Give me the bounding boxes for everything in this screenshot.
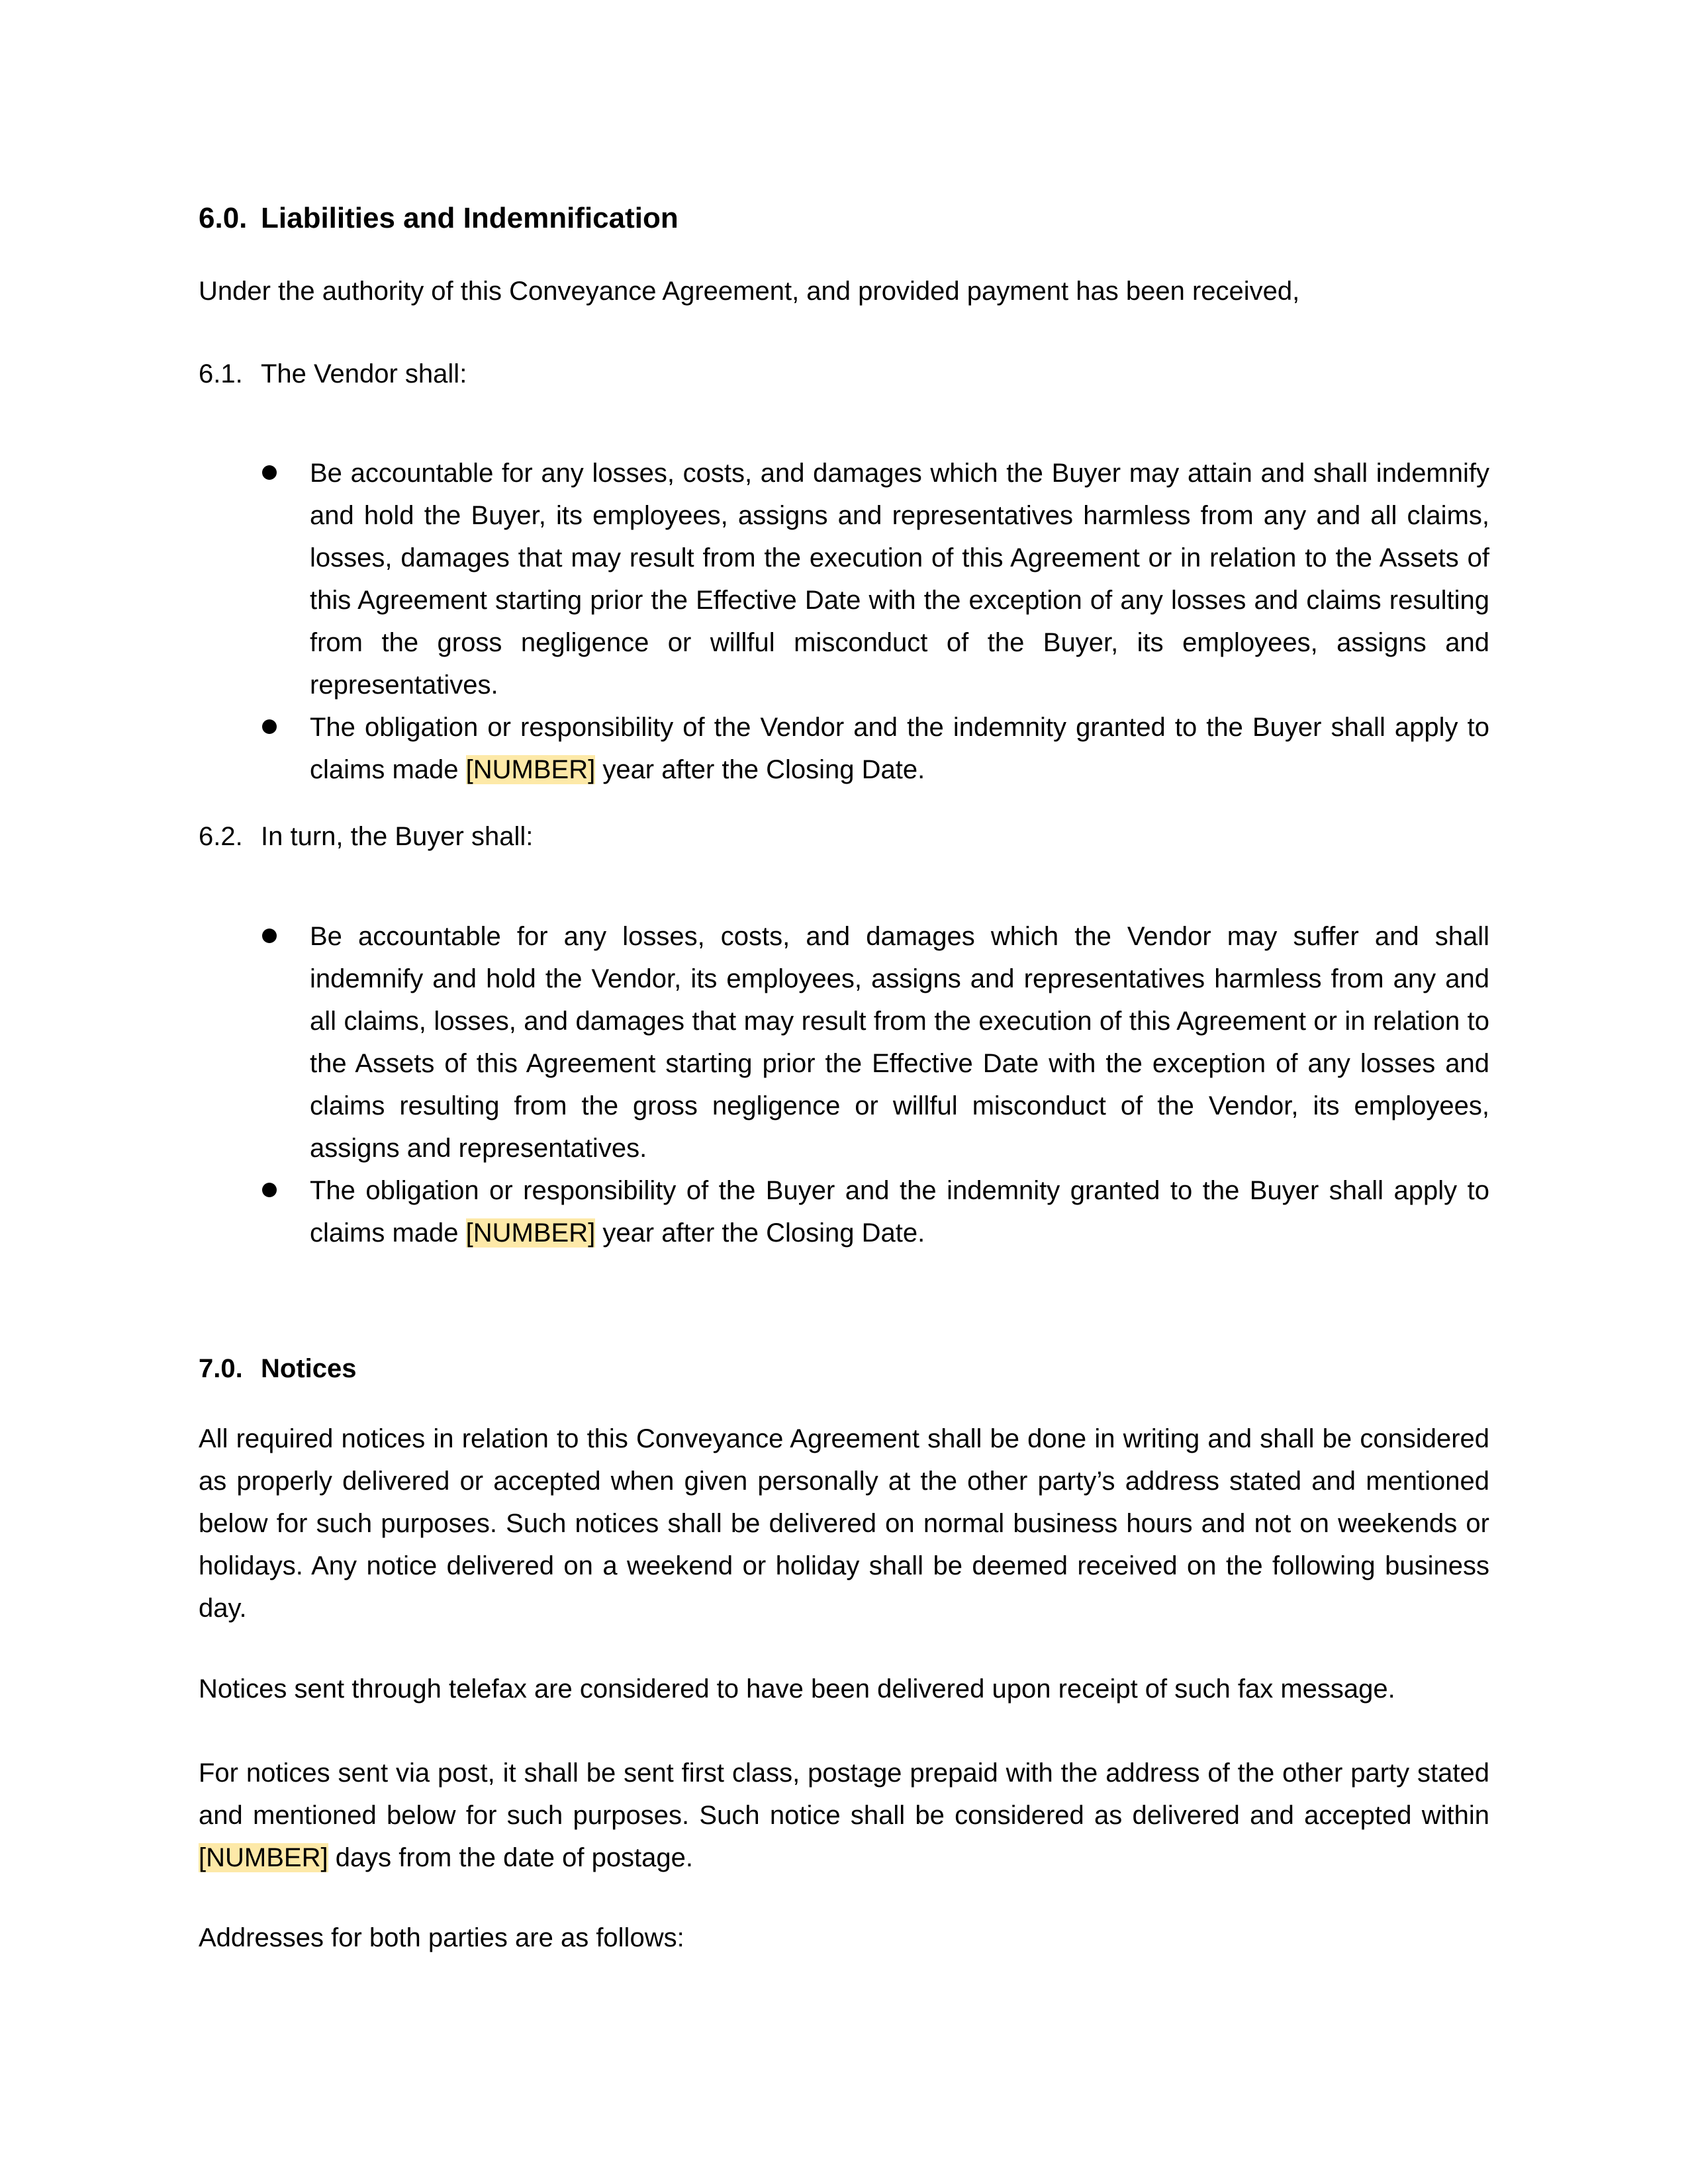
list-item (199, 915, 1489, 1169)
subsection-6-2-label: In turn, the Buyer shall: (261, 822, 534, 851)
vendor-obligations-list (199, 452, 1489, 791)
number-placeholder: [NUMBER] (199, 1843, 328, 1872)
vendor-obligation-1-text: Be accountable for any losses, costs, and damages which the Buyer may attain and shall indemnify and hold the Buyer, its employees, assigns and representatives harmless from any and all claims, losses, damages that may result from the execution of this Agreement or in relation to the Assets of this Agreement starting prior the Effective Date with the exception of any losses and claims resulting from the gross negligence or willful misconduct of the Buyer, its employees, assigns and representatives. (310, 459, 1489, 700)
bullet-icon (262, 929, 277, 943)
subsection-6-1-number: 6.1. (199, 359, 243, 388)
buyer-obligation-2-text-end: year after the Closing Date. (595, 1218, 925, 1248)
number-placeholder: [NUMBER] (465, 1218, 596, 1248)
notices-paragraph-2: Notices sent through telefax are considered to have been delivered upon receipt of such fax message. (199, 1674, 1395, 1704)
document-page (199, 0, 1489, 2184)
buyer-obligation-2-text-start: The obligation or responsibility of the Buyer and the indemnity granted to the Buyer shall apply to claims made (310, 1176, 1489, 1248)
subsection-6-1 (199, 353, 467, 395)
list-item (199, 452, 1489, 706)
vendor-obligation-2-text-start: The obligation or responsibility of the Vendor and the indemnity granted to the Buyer shall apply to claims made (310, 713, 1489, 784)
section-6-intro: Under the authority of this Conveyance Agreement, and provided payment has been received, (199, 277, 1300, 306)
section-7-title: Notices (261, 1354, 357, 1383)
bullet-icon (262, 719, 277, 734)
section-7-heading (199, 1355, 357, 1382)
section-6-heading (199, 204, 679, 233)
subsection-6-2-number: 6.2. (199, 822, 243, 851)
notices-paragraph-3-text-end: days from the date of postage. (328, 1843, 694, 1872)
buyer-obligations-list (199, 915, 1489, 1254)
section-6-title: Liabilities and Indemnification (261, 202, 679, 234)
subsection-6-2 (199, 815, 533, 858)
buyer-obligation-1-text: Be accountable for any losses, costs, and damages which the Vendor may suffer and shall indemnify and hold the Vendor, its employees, assigns and representatives harmless from any and all claims, losses, and damages that may result from the execution of this Agreement or in relation to the Assets of this Agreement starting prior the Effective Date with the exception of any losses and claims resulting from the gross negligence or willful misconduct of the Vendor, its employees, assigns and representatives. (310, 922, 1489, 1163)
bullet-icon (262, 465, 277, 480)
vendor-obligation-2-text-end: year after the Closing Date. (595, 755, 925, 784)
notices-paragraph-1: All required notices in relation to this Conveyance Agreement shall be done in writing and shall be considered as properly delivered or accepted when given personally at the other party’s address stated and mentioned below for such purposes. Such notices shall be delivered on normal business hours and not on weekends or holidays. Any notice delivered on a weekend or holiday shall be deemed received on the following business day. (199, 1424, 1489, 1623)
number-placeholder: [NUMBER] (465, 755, 596, 784)
notices-paragraph-3 (199, 1752, 1489, 1879)
list-item (199, 1169, 1489, 1254)
list-item (199, 706, 1489, 791)
notices-paragraph-3-text-start: For notices sent via post, it shall be sent first class, postage prepaid with the address of the other party stated and mentioned below for such purposes. Such notice shall be considered as delivered and accepted within (199, 1758, 1489, 1830)
subsection-6-1-label: The Vendor shall: (261, 359, 467, 388)
bullet-icon (262, 1183, 277, 1197)
section-6-number: 6.0. (199, 202, 248, 234)
section-7-number: 7.0. (199, 1354, 243, 1383)
notices-paragraph-4: Addresses for both parties are as follows: (199, 1923, 684, 1952)
